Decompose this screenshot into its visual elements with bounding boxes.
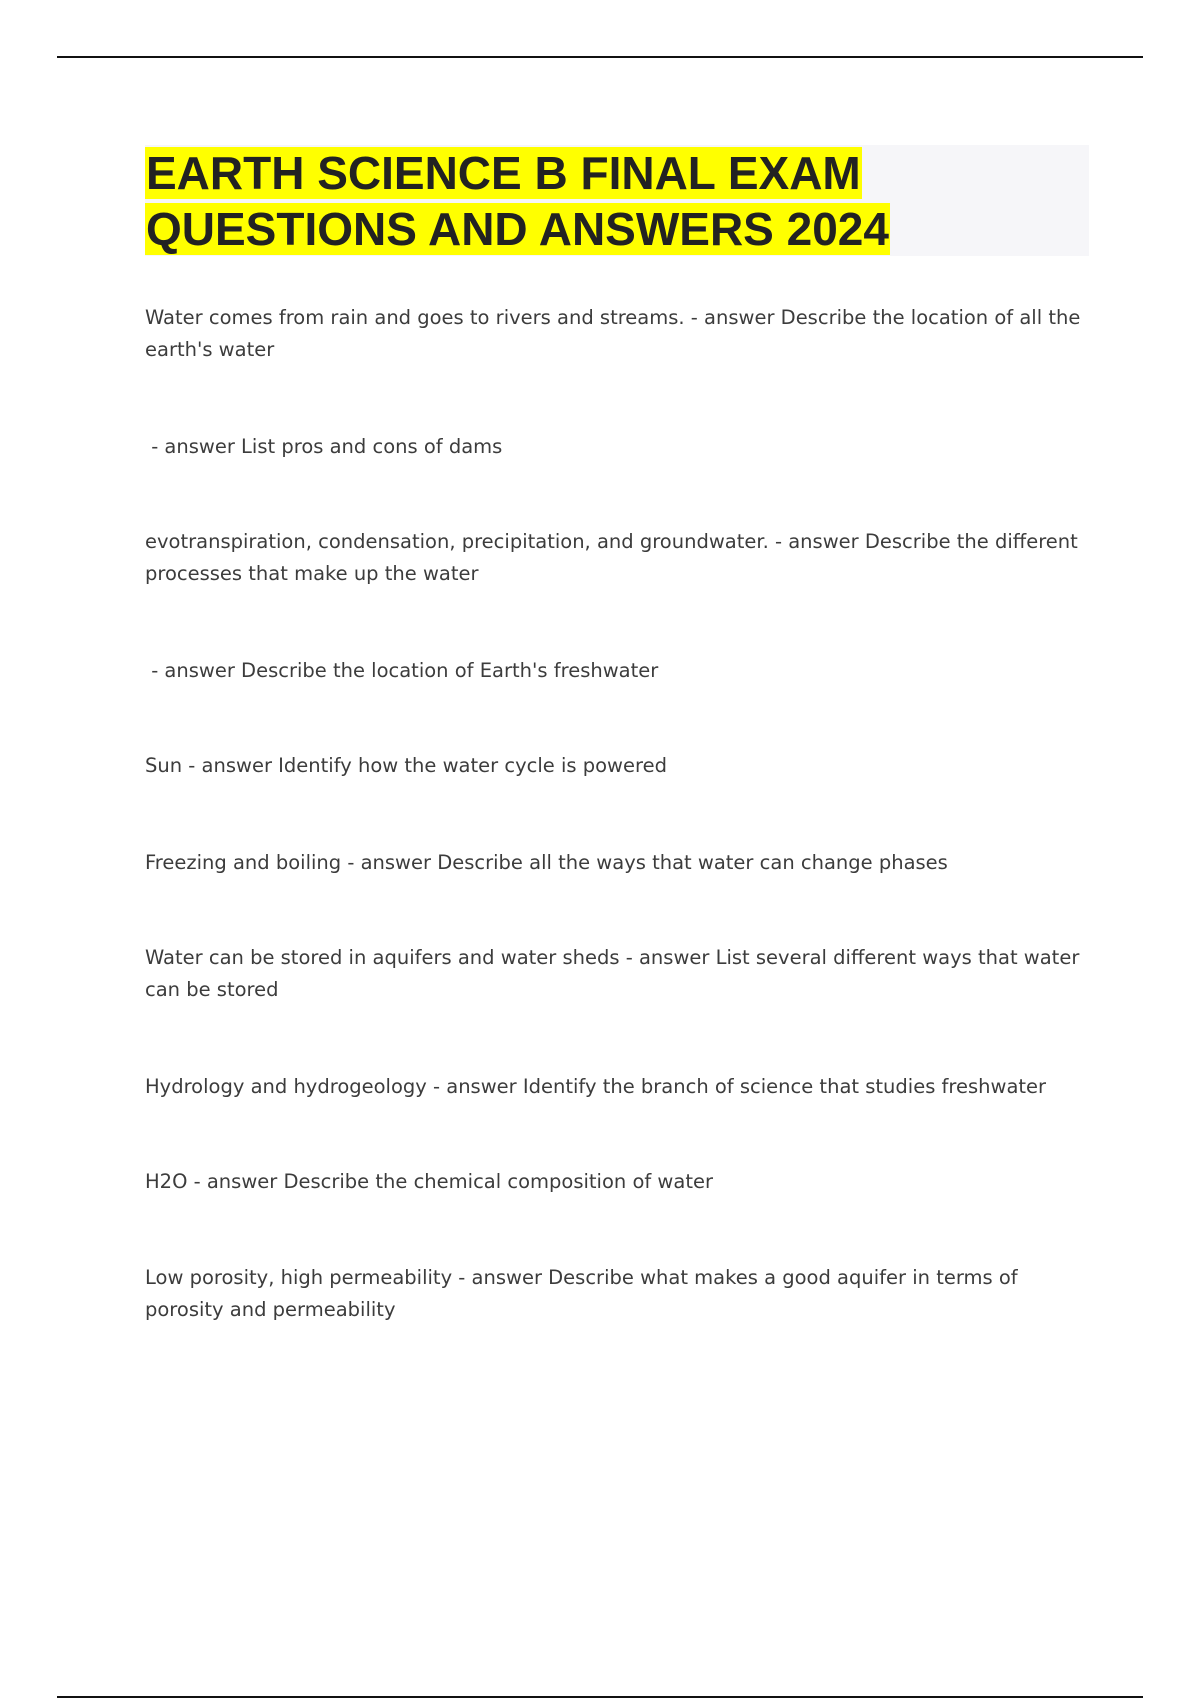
qa-entry-1: Water comes from rain and goes to rivers and streams. - answer Describe the location of all the earth's water: [145, 306, 1081, 361]
qa-entry-2: - answer List pros and cons of dams: [145, 435, 503, 458]
qa-entry-3: evotranspiration, condensation, precipitation, and groundwater. - answer Describe the different processes that make up the water: [145, 530, 1078, 585]
qa-entry-10: Low porosity, high permeability - answer Describe what makes a good aquifer in terms of porosity and permeability: [145, 1266, 1018, 1321]
title-line-2: QUESTIONS AND ANSWERS 2024: [146, 203, 889, 255]
title-line-1: EARTH SCIENCE B FINAL EXAM: [146, 147, 861, 199]
qa-entry-4: - answer Describe the location of Earth's freshwater: [145, 659, 659, 682]
bottom-rule: [57, 1696, 1143, 1698]
qa-entry-9: H2O - answer Describe the chemical composition of water: [145, 1170, 713, 1193]
title-block: [145, 145, 1089, 256]
top-rule: [57, 56, 1143, 58]
qa-entry-5: Sun - answer Identify how the water cycle is powered: [145, 754, 667, 777]
qa-entry-7: Water can be stored in aquifers and water sheds - answer List several different ways that water can be stored: [145, 946, 1080, 1001]
qa-entry-8: Hydrology and hydrogeology - answer Identify the branch of science that studies freshwater: [145, 1075, 1047, 1098]
qa-entry-6: Freezing and boiling - answer Describe all the ways that water can change phases: [145, 851, 948, 874]
page-title: [145, 145, 1089, 257]
